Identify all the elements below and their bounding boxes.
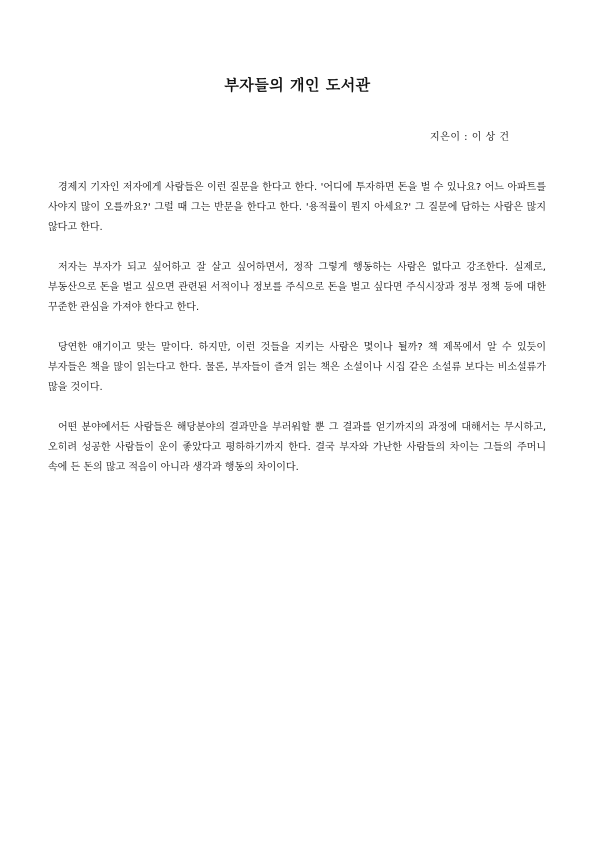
paragraph: 경제지 기자인 저자에게 사람들은 이런 질문을 한다고 한다. '어디에 투자하면 돈을 벌 수 있나요? 어느 아파트를 사야지 많이 오를까요?' 그럴 때 그는 반문을 한다고 한다. '용적률이 뭔지 아세요?' 그 질문에 답하는 사람은 많지 않다고 한다. (48, 182, 546, 233)
author-line: 지은이 : 이 상 건 (430, 132, 510, 143)
paragraph: 당연한 얘기이고 맞는 말이다. 하지만, 이런 것들을 지키는 사람은 몇이나 될까? 책 제목에서 알 수 있듯이 부자들은 책을 많이 읽는다고 한다. 물론, 부자들이 즐겨 읽는 책은 소설이나 시집 같은 소설류 보다는 비소설류가 많을 것이다. (48, 342, 546, 393)
paragraph: 어떤 분야에서든 사람들은 해당분야의 결과만을 부러워할 뿐 그 결과를 얻기까지의 과정에 대해서는 무시하고, 오히려 성공한 사람들이 운이 좋았다고 평하하기까지 한다. 결국 부자와 가난한 사람들의 차이는 그들의 주머니 속에 든 돈의 많고 적음이 아니라 생각과 행동의 차이이다. (48, 422, 546, 473)
document-title: 부자들의 개인 도서관 (224, 76, 371, 94)
document-body (48, 178, 546, 498)
paragraph: 저자는 부자가 되고 싶어하고 잘 살고 싶어하면서, 정작 그렇게 행동하는 사람은 없다고 강조한다. 실제로, 부동산으로 돈을 벌고 싶으면 관련된 서적이나 정보를 주식으로 돈을 벌고 싶다면 주식시장과 정부 정책 등에 대한 꾸준한 관심을 가져야 한다고 한다. (48, 262, 546, 313)
